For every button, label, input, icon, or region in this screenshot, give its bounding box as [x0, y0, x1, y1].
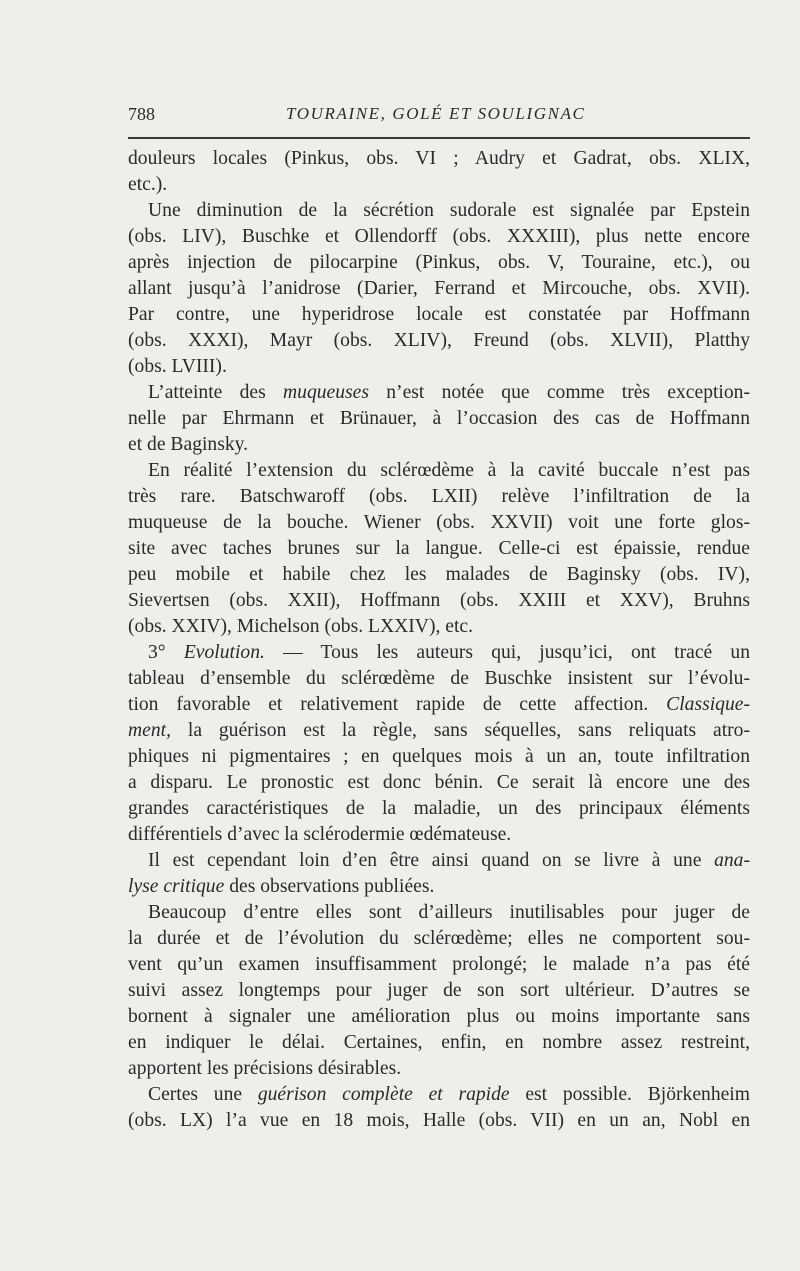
- text-line: (obs. LVIII).: [128, 356, 227, 377]
- text-line: en indiquer le délai. Certaines, enfin, en nombre assez restreint,: [128, 1032, 750, 1053]
- text-line: Une diminution de la sécrétion sudorale est signalée par Epstein: [148, 200, 750, 221]
- text-line: vent qu’un examen insuffisamment prolongé; le malade n’a pas été: [128, 954, 750, 975]
- text-line: Par contre, une hyperidrose locale est constatée par Hoffmann: [128, 304, 750, 325]
- text-line: Sievertsen (obs. XXII), Hoffmann (obs. XXIII et XXV), Bruhns: [128, 590, 750, 611]
- page-number: 788: [128, 104, 155, 124]
- text-line: tion favorable et relativement rapide de cette affection. Classique-: [128, 694, 750, 715]
- text-line: grandes caractéristiques de la maladie, un des principaux éléments: [128, 798, 750, 819]
- text-line: En réalité l’extension du sclérœdème à la cavité buccale n’est pas: [148, 460, 750, 481]
- text-line: suivi assez longtemps pour juger de son sort ultérieur. D’autres se: [128, 980, 750, 1001]
- text-line: ment, la guérison est la règle, sans séquelles, sans reliquats atro-: [128, 720, 750, 741]
- text-line: différentiels d’avec la sclérodermie œdémateuse.: [128, 824, 512, 845]
- text-line: site avec taches brunes sur la langue. Celle-ci est épaissie, rendue: [128, 538, 750, 559]
- text-line: et de Baginsky.: [128, 434, 249, 455]
- text-line: a disparu. Le pronostic est donc bénin. Ce serait là encore une des: [128, 772, 750, 793]
- text-line: nelle par Ehrmann et Brünauer, à l’occasion des cas de Hoffmann: [128, 408, 750, 429]
- text-line: 3° Evolution. — Tous les auteurs qui, jusqu’ici, ont tracé un: [148, 642, 750, 663]
- text-line: Certes une guérison complète et rapide est possible. Björkenheim: [148, 1084, 750, 1105]
- running-title: TOURAINE, GOLÉ ET SOULIGNAC: [286, 104, 586, 123]
- text-line: après injection de pilocarpine (Pinkus, obs. V, Touraine, etc.), ou: [128, 252, 750, 273]
- text-line: phiques ni pigmentaires ; en quelques mois à un an, toute infiltration: [128, 746, 750, 767]
- text-line: apportent les précisions désirables.: [128, 1058, 402, 1079]
- text-line: (obs. LX) l’a vue en 18 mois, Halle (obs. VII) en un an, Nobl en: [128, 1110, 750, 1131]
- running-header: [128, 104, 750, 130]
- text-line: L’atteinte des muqueuses n’est notée que comme très exception-: [148, 382, 750, 403]
- text-line: Il est cependant loin d’en être ainsi quand on se livre à une ana-: [148, 850, 750, 871]
- text-line: allant jusqu’à l’anidrose (Darier, Ferrand et Mircouche, obs. XVII).: [128, 278, 750, 299]
- text-line: (obs. XXIV), Michelson (obs. LXXIV), etc.: [128, 616, 473, 637]
- text-line: muqueuse de la bouche. Wiener (obs. XXVII) voit une forte glos-: [128, 512, 750, 533]
- text-line: tableau d’ensemble du sclérœdème de Buschke insistent sur l’évolu-: [128, 668, 750, 689]
- text-line: très rare. Batschwaroff (obs. LXII) relève l’infiltration de la: [128, 486, 750, 507]
- text-line: Beaucoup d’entre elles sont d’ailleurs inutilisables pour juger de: [148, 902, 750, 923]
- body-text: [128, 146, 750, 1134]
- text-line: douleurs locales (Pinkus, obs. VI ; Audry et Gadrat, obs. XLIX,: [128, 148, 750, 169]
- text-line: (obs. XXXI), Mayr (obs. XLIV), Freund (obs. XLVII), Platthy: [128, 330, 750, 351]
- header-rule: [128, 137, 750, 139]
- text-line: (obs. LIV), Buschke et Ollendorff (obs. XXXIII), plus nette encore: [128, 226, 750, 247]
- text-line: la durée et de l’évolution du sclérœdème; elles ne comportent sou-: [128, 928, 750, 949]
- text-line: bornent à signaler une amélioration plus ou moins importante sans: [128, 1006, 750, 1027]
- text-line: lyse critique des observations publiées.: [128, 876, 435, 897]
- text-line: peu mobile et habile chez les malades de Baginsky (obs. IV),: [128, 564, 750, 585]
- text-line: etc.).: [128, 174, 168, 195]
